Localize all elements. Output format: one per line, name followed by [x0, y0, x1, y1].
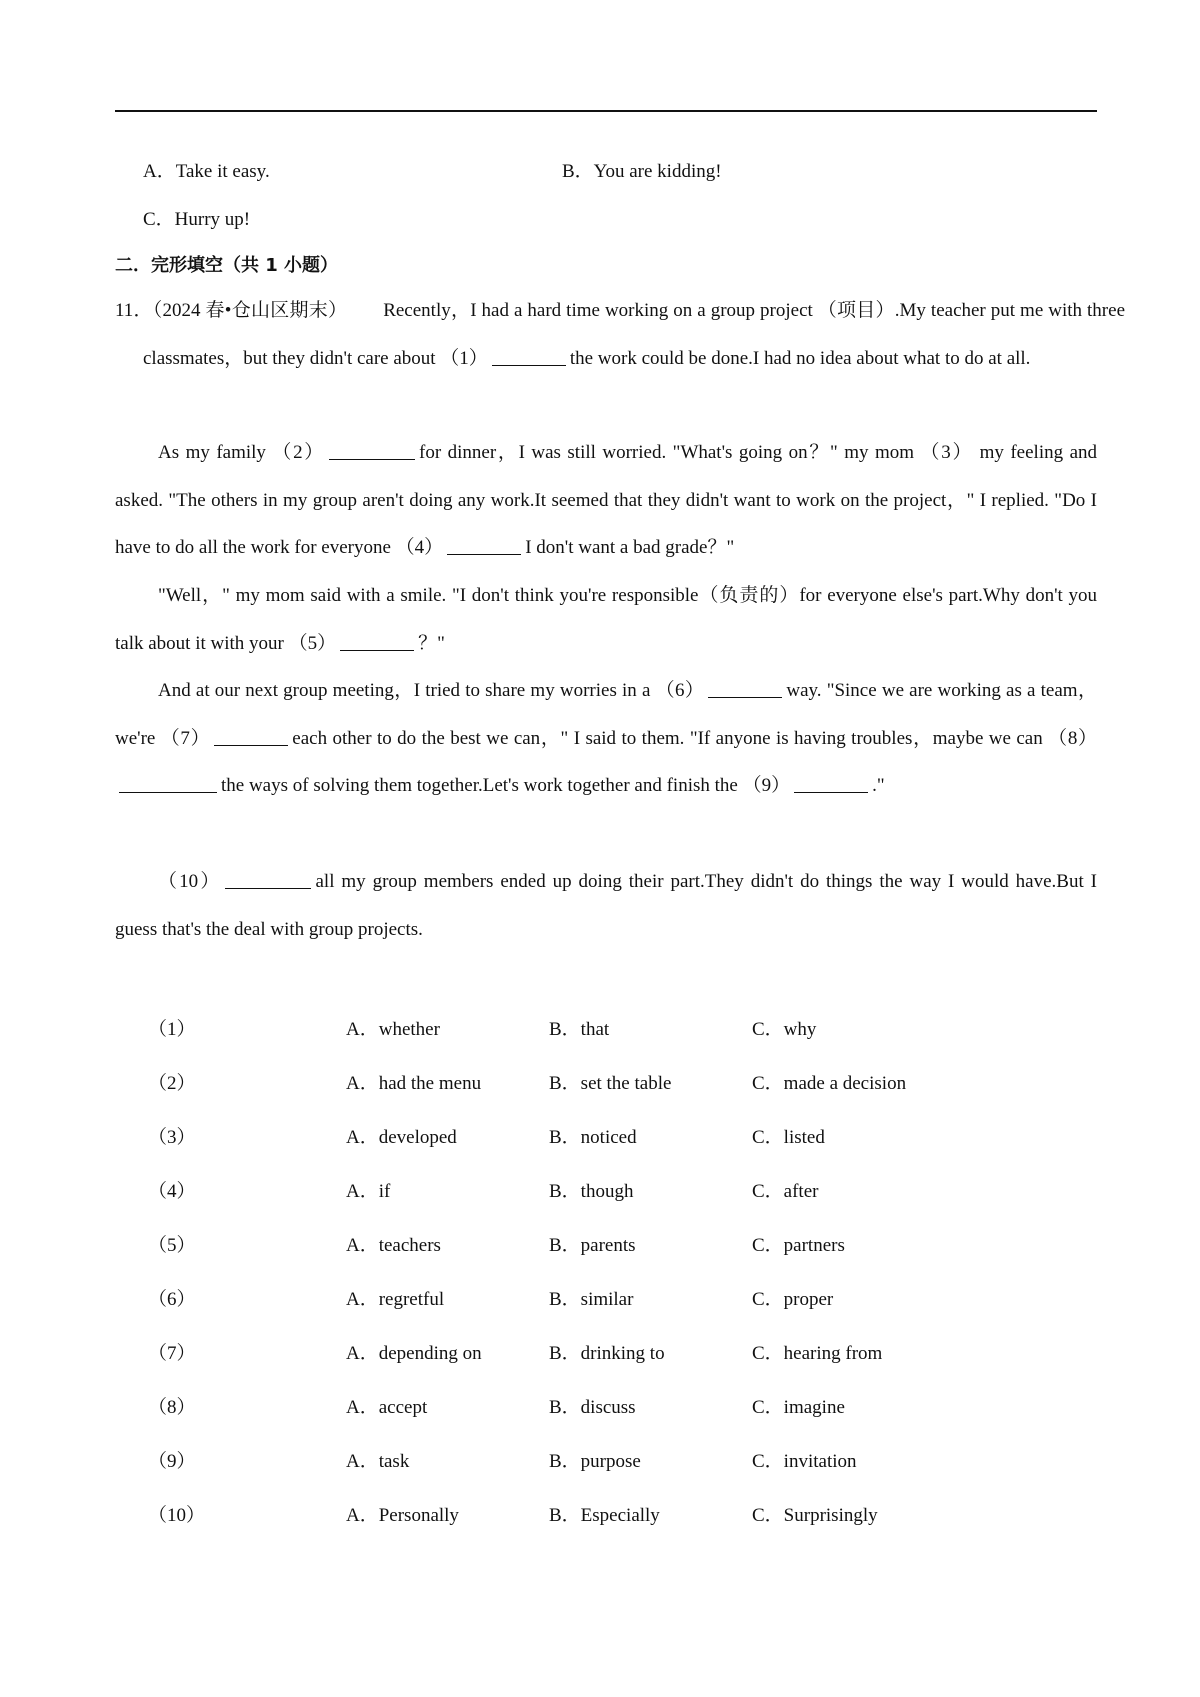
option-b[interactable]: B．discuss [549, 1397, 636, 1418]
option-row [0, 1284, 1200, 1324]
blank-6 [708, 678, 782, 698]
option-a[interactable]: A．depending on [346, 1343, 482, 1364]
option-c[interactable]: C．invitation [752, 1451, 857, 1472]
option-a[interactable]: A．had the menu [346, 1073, 482, 1094]
option-number: （9） [148, 1451, 196, 1472]
option-row [0, 1338, 1200, 1378]
option-number: （10） [148, 1505, 206, 1526]
option-number: （1） [148, 1019, 196, 1040]
question-source: （2024 春•仓山区期末） [152, 300, 348, 321]
option-row [0, 1392, 1200, 1432]
question-number: 11． [115, 300, 153, 321]
option-row [0, 1068, 1200, 1108]
option-number: （7） [148, 1343, 196, 1364]
option-b[interactable]: B．similar [549, 1289, 634, 1310]
option-b[interactable]: B．Especially [549, 1505, 660, 1526]
option-row [0, 1230, 1200, 1270]
option-row [0, 1176, 1200, 1216]
option-b[interactable]: B．that [549, 1019, 610, 1040]
option-a[interactable]: A．Personally [346, 1505, 459, 1526]
option-row [0, 1014, 1200, 1054]
option-b[interactable]: B．drinking to [549, 1343, 665, 1364]
option-c[interactable]: C．made a decision [752, 1073, 907, 1094]
blank-9 [794, 773, 868, 793]
blank-8 [119, 773, 217, 793]
option-a[interactable]: A．regretful [346, 1289, 445, 1310]
option-c[interactable]: C．after [752, 1181, 819, 1202]
question-paragraph-2: As my family （2） for dinner，I was still worried. "What's going on？" my mom （3） my feeling and asked. "The others in my group aren't doing any work.It seemed that they didn't want to work on the project，" I replied. "Do I have to do all the work for everyone （4） I don't want a bad grade？" [115, 442, 1098, 558]
blank-7 [214, 726, 288, 746]
option-number: （2） [148, 1073, 196, 1094]
option-c[interactable]: C．hearing from [752, 1343, 883, 1364]
option-row [0, 1500, 1200, 1540]
option-c[interactable]: C．listed [752, 1127, 825, 1148]
header-rule [115, 110, 1097, 112]
option-number: （5） [148, 1235, 196, 1256]
option-b[interactable]: B．set the table [549, 1073, 672, 1094]
prev-option-a: A．Take it easy. [143, 161, 270, 182]
option-c[interactable]: C．imagine [752, 1397, 845, 1418]
option-a[interactable]: A．task [346, 1451, 410, 1472]
option-a[interactable]: A．developed [346, 1127, 457, 1148]
option-row [0, 1122, 1200, 1162]
question-paragraph-4: And at our next group meeting，I tried to share my worries in a （6） way. "Since we are working as a team，we're （7） each other to do the best we can，" I said to them. "If anyone is having troubles，maybe we can （8）the ways of solving them together.Let's work together and finish the （9） ." [115, 680, 1098, 796]
option-c[interactable]: C．why [752, 1019, 817, 1040]
blank-10 [225, 869, 311, 889]
option-number: （6） [148, 1289, 196, 1310]
question-paragraph-5: （10） all my group members ended up doing their part.They didn't do things the way I would have.But I guess that's the deal with group projects. [115, 871, 1097, 940]
option-number: （4） [148, 1181, 196, 1202]
option-number: （8） [148, 1397, 196, 1418]
option-a[interactable]: A．teachers [346, 1235, 441, 1256]
option-row [0, 1446, 1200, 1486]
option-a[interactable]: A．if [346, 1181, 391, 1202]
section-title: 二．完形填空（共 1 小题） [115, 255, 339, 276]
blank-4 [447, 535, 521, 555]
option-a[interactable]: A．whether [346, 1019, 440, 1040]
blank-2 [329, 440, 415, 460]
blank-5 [340, 631, 414, 651]
option-c[interactable]: C．Surprisingly [752, 1505, 878, 1526]
option-c[interactable]: C．partners [752, 1235, 845, 1256]
option-c[interactable]: C．proper [752, 1289, 834, 1310]
option-a[interactable]: A．accept [346, 1397, 428, 1418]
option-b[interactable]: B．noticed [549, 1127, 637, 1148]
prev-option-b: B．You are kidding! [562, 161, 722, 182]
option-b[interactable]: B．parents [549, 1235, 636, 1256]
prev-option-c: C．Hurry up! [143, 209, 251, 230]
blank-1 [492, 346, 566, 366]
question-paragraph-1: 11．（2024 春•仓山区期末） Recently，I had a hard time working on a group project （项目）.My teacher put me with three classmates，but they didn't care about （1） the work could be done.I had no idea about what to do at all. [115, 300, 1125, 369]
question-paragraph-3: "Well，" my mom said with a smile. "I don't think you're responsible（负责的）for everyone else's part.Why don't you talk about it with your （5） ？" [115, 585, 1097, 654]
option-b[interactable]: B．though [549, 1181, 634, 1202]
option-b[interactable]: B．purpose [549, 1451, 641, 1472]
option-number: （3） [148, 1127, 196, 1148]
